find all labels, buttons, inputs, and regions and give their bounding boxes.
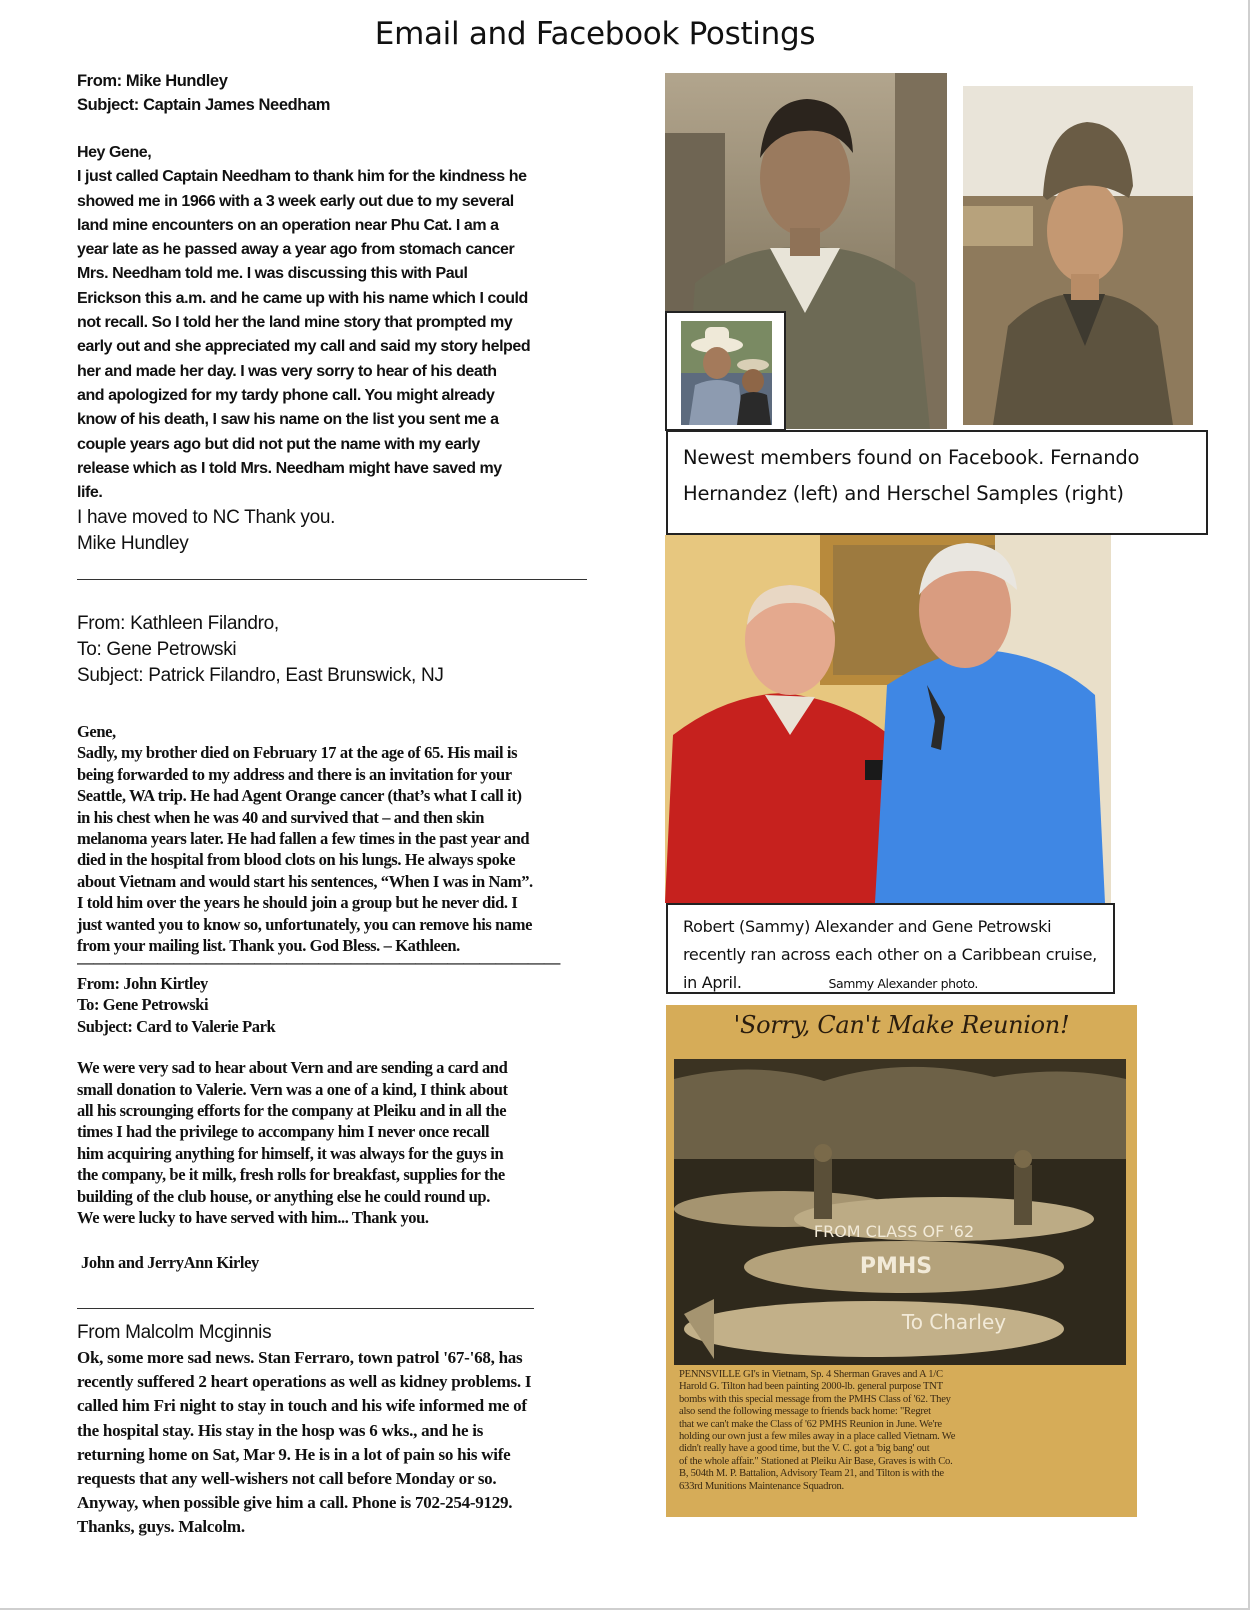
page-title: Email and Facebook Postings bbox=[374, 16, 816, 52]
letter-subject: Subject: Captain James Needham bbox=[77, 96, 330, 114]
dash-divider: —————————————————————————————— bbox=[77, 956, 561, 971]
letter-line: Erickson this a.m. and he came up with his name which I could bbox=[77, 289, 528, 307]
letter-line: Ok, some more sad news. Stan Ferraro, town patrol '67-'68, has bbox=[77, 1348, 523, 1367]
letter-john-kirtley bbox=[77, 973, 597, 1274]
letter-greeting: Gene, bbox=[77, 722, 116, 741]
letter-line: know of his death, I saw his name on the list you sent me a bbox=[77, 411, 499, 429]
divider bbox=[77, 579, 587, 580]
photo-cruise-image bbox=[665, 535, 1111, 903]
letter-to: To: Gene Petrowski bbox=[77, 639, 237, 660]
letter-line: early out and she appreciated my call and said my story helped bbox=[77, 338, 531, 356]
photo-inset-cowboy-hats bbox=[665, 311, 786, 431]
letter-kathleen-filandro bbox=[77, 611, 597, 970]
letter-closing: I have moved to NC Thank you. bbox=[77, 507, 336, 529]
letter-line: I told him over the years he should join a group but he never did. I bbox=[77, 893, 518, 913]
letter-line: being forwarded to my address and there is an invitation for your bbox=[77, 764, 512, 784]
clipping-headline: 'Sorry, Can't Make Reunion! bbox=[733, 1011, 1070, 1039]
clipping-line: bombs with this special message from the PMHS Class of '62. They bbox=[679, 1393, 951, 1405]
letter-signature: Mike Hundley bbox=[77, 533, 189, 555]
letter-line: in his chest when he was 40 and survived that – and then skin bbox=[77, 807, 484, 827]
letter-line: Seattle, WA trip. He had Agent Orange cancer (that’s what I call it) bbox=[77, 786, 522, 806]
letter-line: not recall. So I told her the land mine story that prompted my bbox=[77, 314, 513, 332]
clipping-photo bbox=[674, 1059, 1126, 1365]
clipping-line: holding our own just a few miles away in a place called Vietnam. We bbox=[679, 1431, 956, 1443]
photo-cruise-alexander-petrowski bbox=[665, 535, 1111, 903]
letter-line: Anyway, when possible give him a call. Phone is 702-254-9129. bbox=[77, 1493, 513, 1513]
letter-subject: Subject: Patrick Filandro, East Brunswick, NJ bbox=[77, 665, 444, 686]
photo-herschel-samples-image bbox=[963, 86, 1193, 425]
letter-mike-hundley bbox=[77, 69, 597, 557]
letter-line: release which as I told Mrs. Needham might have saved my bbox=[77, 459, 502, 477]
letter-malcolm-mcginnis bbox=[77, 1320, 597, 1540]
bomb-text-charley: To Charley bbox=[901, 1310, 1007, 1334]
divider bbox=[77, 1308, 534, 1309]
caption-cruise-text: Robert (Sammy) Alexander and Gene Petrowski recently ran across each other on a Caribbean cruise, in April. bbox=[683, 917, 1097, 992]
letter-line: couple years ago but did not put the name with my early bbox=[77, 435, 480, 453]
letter-signature: John and JerryAnn Kirley bbox=[81, 1253, 259, 1273]
letter-line: recently suffered 2 heart operations as well as kidney problems. I bbox=[77, 1372, 532, 1392]
bomb-text-pmhs: PMHS bbox=[859, 1254, 933, 1279]
letter-line: him acquiring anything for himself, it was always for the guys in bbox=[77, 1143, 504, 1163]
letter-line: Thanks, guys. Malcolm. bbox=[77, 1517, 245, 1537]
letter-from: From: Mike Hundley bbox=[77, 72, 228, 90]
letter-line: We were lucky to have served with him... Thank you. bbox=[77, 1208, 429, 1228]
letter-line: and apologized for my tardy phone call. You might already bbox=[77, 386, 495, 404]
letter-from: From: Kathleen Filandro, bbox=[77, 613, 279, 634]
clipping-line: that we can't make the Class of '62 PMHS Reunion in June. We're bbox=[679, 1418, 942, 1430]
letter-line: died in the hospital from blood clots on his lungs. He always spoke bbox=[77, 850, 516, 870]
letter-line: land mine encounters on an operation near Phu Cat. I am a bbox=[77, 216, 499, 234]
letter-line: Mrs. Needham told me. I was discussing this with Paul bbox=[77, 265, 468, 283]
letter-from: From Malcolm Mcginnis bbox=[77, 1322, 272, 1343]
clipping-line: 633rd Munitions Maintenance Squadron. bbox=[679, 1480, 844, 1492]
letter-line: building of the club house, or anything else he could round up. bbox=[77, 1186, 490, 1206]
letter-line: just wanted you to know so, unfortunately, you can remove his name bbox=[77, 914, 533, 934]
caption-photo-credit: Sammy Alexander photo. bbox=[828, 976, 978, 991]
letter-line: about Vietnam and would start his sentences, “When I was in Nam”. bbox=[77, 871, 533, 891]
letter-line: returning home on Sat, Mar 9. He is in a lot of pain so his wife bbox=[77, 1444, 511, 1464]
letter-line: her and made her day. I was very sorry to hear of his death bbox=[77, 362, 497, 380]
letter-line: Sadly, my brother died on February 17 at the age of 65. His mail is bbox=[77, 743, 518, 763]
letter-line: all his scrounging efforts for the company at Pleiku and in all the bbox=[77, 1101, 507, 1121]
letter-to: To: Gene Petrowski bbox=[77, 995, 209, 1015]
photo-herschel-samples bbox=[963, 86, 1193, 425]
letter-line: the company, be it milk, fresh rolls for breakfast, supplies for the bbox=[77, 1165, 505, 1185]
caption-facebook-members: Newest members found on Facebook. Fernando Hernandez (left) and Herschel Samples (right) bbox=[666, 430, 1208, 535]
bomb-text-class: FROM CLASS OF '62 bbox=[813, 1222, 975, 1241]
letter-line: showed me in 1966 with a 3 week early out due to my several bbox=[77, 192, 514, 210]
letter-line: the hospital stay. His stay in the hosp was 6 wks., and he is bbox=[77, 1420, 484, 1440]
newspaper-clipping bbox=[666, 1005, 1137, 1517]
letter-from: From: John Kirtley bbox=[77, 974, 208, 993]
letter-line: life. bbox=[77, 484, 103, 502]
letter-line: times I had the privilege to accompany him I never once recall bbox=[77, 1122, 490, 1142]
photo-inset-image bbox=[667, 313, 784, 429]
letter-line: from your mailing list. Thank you. God Bless. – Kathleen. bbox=[77, 936, 460, 956]
clipping-line: PENNSVILLE GI's in Vietnam, Sp. 4 Sherman Graves and A 1/C bbox=[679, 1369, 943, 1380]
letter-line: small donation to Valerie. Vern was a one of a kind, I think about bbox=[77, 1079, 508, 1099]
letter-line: called him Fri night to stay in touch and his wife informed me of bbox=[77, 1396, 527, 1416]
clipping-line: B, 504th M. P. Battalion, Advisory Team 21, and Tilton is with the bbox=[679, 1468, 944, 1480]
letter-greeting: Hey Gene, bbox=[77, 144, 152, 161]
letter-line: We were very sad to hear about Vern and are sending a card and bbox=[77, 1058, 508, 1078]
letter-subject: Subject: Card to Valerie Park bbox=[77, 1016, 276, 1036]
letter-line: melanoma years later. He had fallen a few times in the past year and bbox=[77, 829, 530, 849]
letter-line: year late as he passed away a year ago from stomach cancer bbox=[77, 241, 515, 259]
caption-cruise bbox=[666, 903, 1115, 994]
clipping-line: didn't really have a good time, but the V. C. got a 'big bang' out bbox=[679, 1443, 930, 1455]
clipping-article bbox=[679, 1369, 1131, 1493]
clipping-line: Harold G. Tilton had been painting 2000-lb. general purpose TNT bbox=[679, 1381, 943, 1393]
clipping-line: also send the following message to friends back home: "Regret bbox=[679, 1406, 931, 1418]
letter-line: requests that any well-wishers not call before Monday or so. bbox=[77, 1469, 497, 1489]
clipping-line: of the whole affair." Stationed at Pleiku Air Base, Graves is with Co. bbox=[679, 1455, 953, 1467]
letter-line: I just called Captain Needham to thank him for the kindness he bbox=[77, 168, 527, 186]
